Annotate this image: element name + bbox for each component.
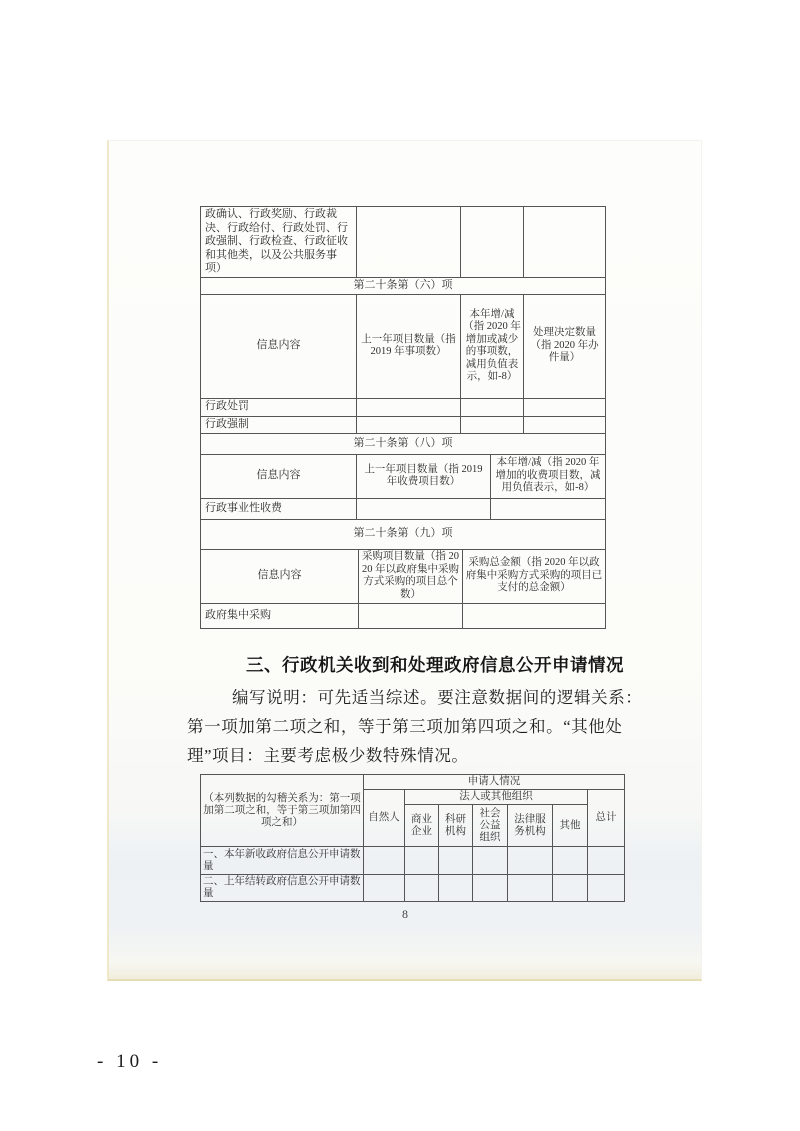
empty-data-cell [524,207,606,278]
col-header-research: 科研机构 [439,805,473,847]
empty-data-cell [364,847,405,875]
empty-data-cell [439,875,473,902]
empty-data-cell [508,875,553,902]
empty-data-cell [508,847,553,875]
section3-heading: 三、行政机关收到和处理政府信息公开申请情况 [246,655,624,675]
empty-data-cell [357,207,461,278]
empty-data-cell [553,875,588,902]
empty-data-cell [405,875,439,902]
table-section-item9 [200,519,606,629]
row-label-admin-fees: 行政事业性收费 [201,498,357,519]
note-line: 第一项加第二项之和，等于第三项加第四项之和。“其他处 [187,717,623,736]
col-header-prev-year-count: 上一年项目数量（指 2019 年事项数） [357,294,461,398]
row-label-admin-penalty: 行政处罚 [201,398,357,416]
col-header-procurement-count: 采购项目数量（指 2020 年以政府集中采购方式采购的项目总个数） [359,549,463,603]
note-line: 编写说明：可先适当综述。要注意数据间的逻辑关系： [232,688,643,707]
empty-data-cell [364,875,405,902]
table-row [201,398,606,416]
col-header-commercial: 商业企业 [405,805,439,847]
stub-note-cell: （本列数据的勾稽关系为：第一项加第二项之和，等于第三项加第四项之和） [201,775,364,847]
table-row [201,498,606,519]
table-carryover-row [200,206,606,278]
empty-data-cell [357,398,461,416]
col-header-info-content: 信息内容 [201,294,357,398]
note-line: 理”项目：主要考虑极少数特殊情况。 [187,746,469,765]
table-row [201,847,625,875]
empty-data-cell [461,416,524,433]
empty-data-cell [357,498,491,519]
empty-data-cell [473,875,508,902]
scanned-page [107,140,702,981]
col-header-year-change: 本年增/减（指 2020 年增加或减少的事项数，减用负值表示，如-8） [461,294,524,398]
table-row [201,875,625,902]
table-section-item6 [200,277,606,434]
footer-page-number: - 10 - [97,1051,163,1072]
table-row [201,416,606,433]
scan-page-number: 8 [402,907,408,921]
empty-data-cell [359,603,463,628]
empty-data-cell [524,416,606,433]
table-request-applicants [200,774,625,902]
table-row [201,603,606,628]
row-label-gov-procurement: 政府集中采购 [201,603,359,628]
col-header-decision-count: 处理决定数量（指 2020 年办件量） [524,294,606,398]
col-header-applicant-status: 申请人情况 [364,775,625,790]
section6-title: 第二十条第（六）项 [201,277,606,294]
carryover-label-cell: 政确认、行政奖励、行政裁决、行政给付、行政处罚、行政强制、行政检查、行政征收和其他类，以及公共服务事项） [201,207,357,278]
empty-data-cell [463,603,606,628]
header-row [201,294,606,398]
col-header-procurement-amount: 采购总金额（指 2020 年以政府集中采购方式采购的项目已支付的总金额） [463,549,606,603]
section-title-row [201,433,606,454]
table-section-item8 [200,433,606,520]
section8-title: 第二十条第（八）项 [201,433,606,454]
row-label-new-requests: 一、本年新收政府信息公开申请数量 [201,847,364,875]
empty-data-cell [588,875,625,902]
col-header-other: 其他 [553,805,588,847]
col-header-legal-service: 法律服务机构 [508,805,553,847]
col-header-natural-person: 自然人 [364,790,405,847]
empty-data-cell [491,498,606,519]
col-header-total: 总计 [588,790,625,847]
empty-data-cell [439,847,473,875]
section-title-row [201,277,606,294]
section9-title: 第二十条第（九）项 [201,519,606,549]
col-header-public-welfare: 社会公益组织 [473,805,508,847]
empty-data-cell [524,398,606,416]
table-row [201,207,606,278]
empty-data-cell [473,847,508,875]
header-row [201,775,625,790]
empty-data-cell [461,398,524,416]
section3-note [187,683,643,770]
header-row [201,454,606,498]
col-header-info-content: 信息内容 [201,454,357,498]
col-header-info-content: 信息内容 [201,549,359,603]
empty-data-cell [553,847,588,875]
row-label-carried-requests: 二、上年结转政府信息公开申请数量 [201,875,364,902]
col-header-legal-org: 法人或其他组织 [405,790,588,805]
section-title-row [201,519,606,549]
empty-data-cell [357,416,461,433]
row-label-admin-coercion: 行政强制 [201,416,357,433]
empty-data-cell [405,847,439,875]
header-row [201,549,606,603]
table-article20-items [200,206,606,629]
col-header-prev-year-count: 上一年项目数量（指 2019 年收费项目数） [357,454,491,498]
empty-data-cell [588,847,625,875]
empty-data-cell [461,207,524,278]
col-header-year-change: 本年增/减（指 2020 年增加的收费项目数，减用负值表示，如-8） [491,454,606,498]
